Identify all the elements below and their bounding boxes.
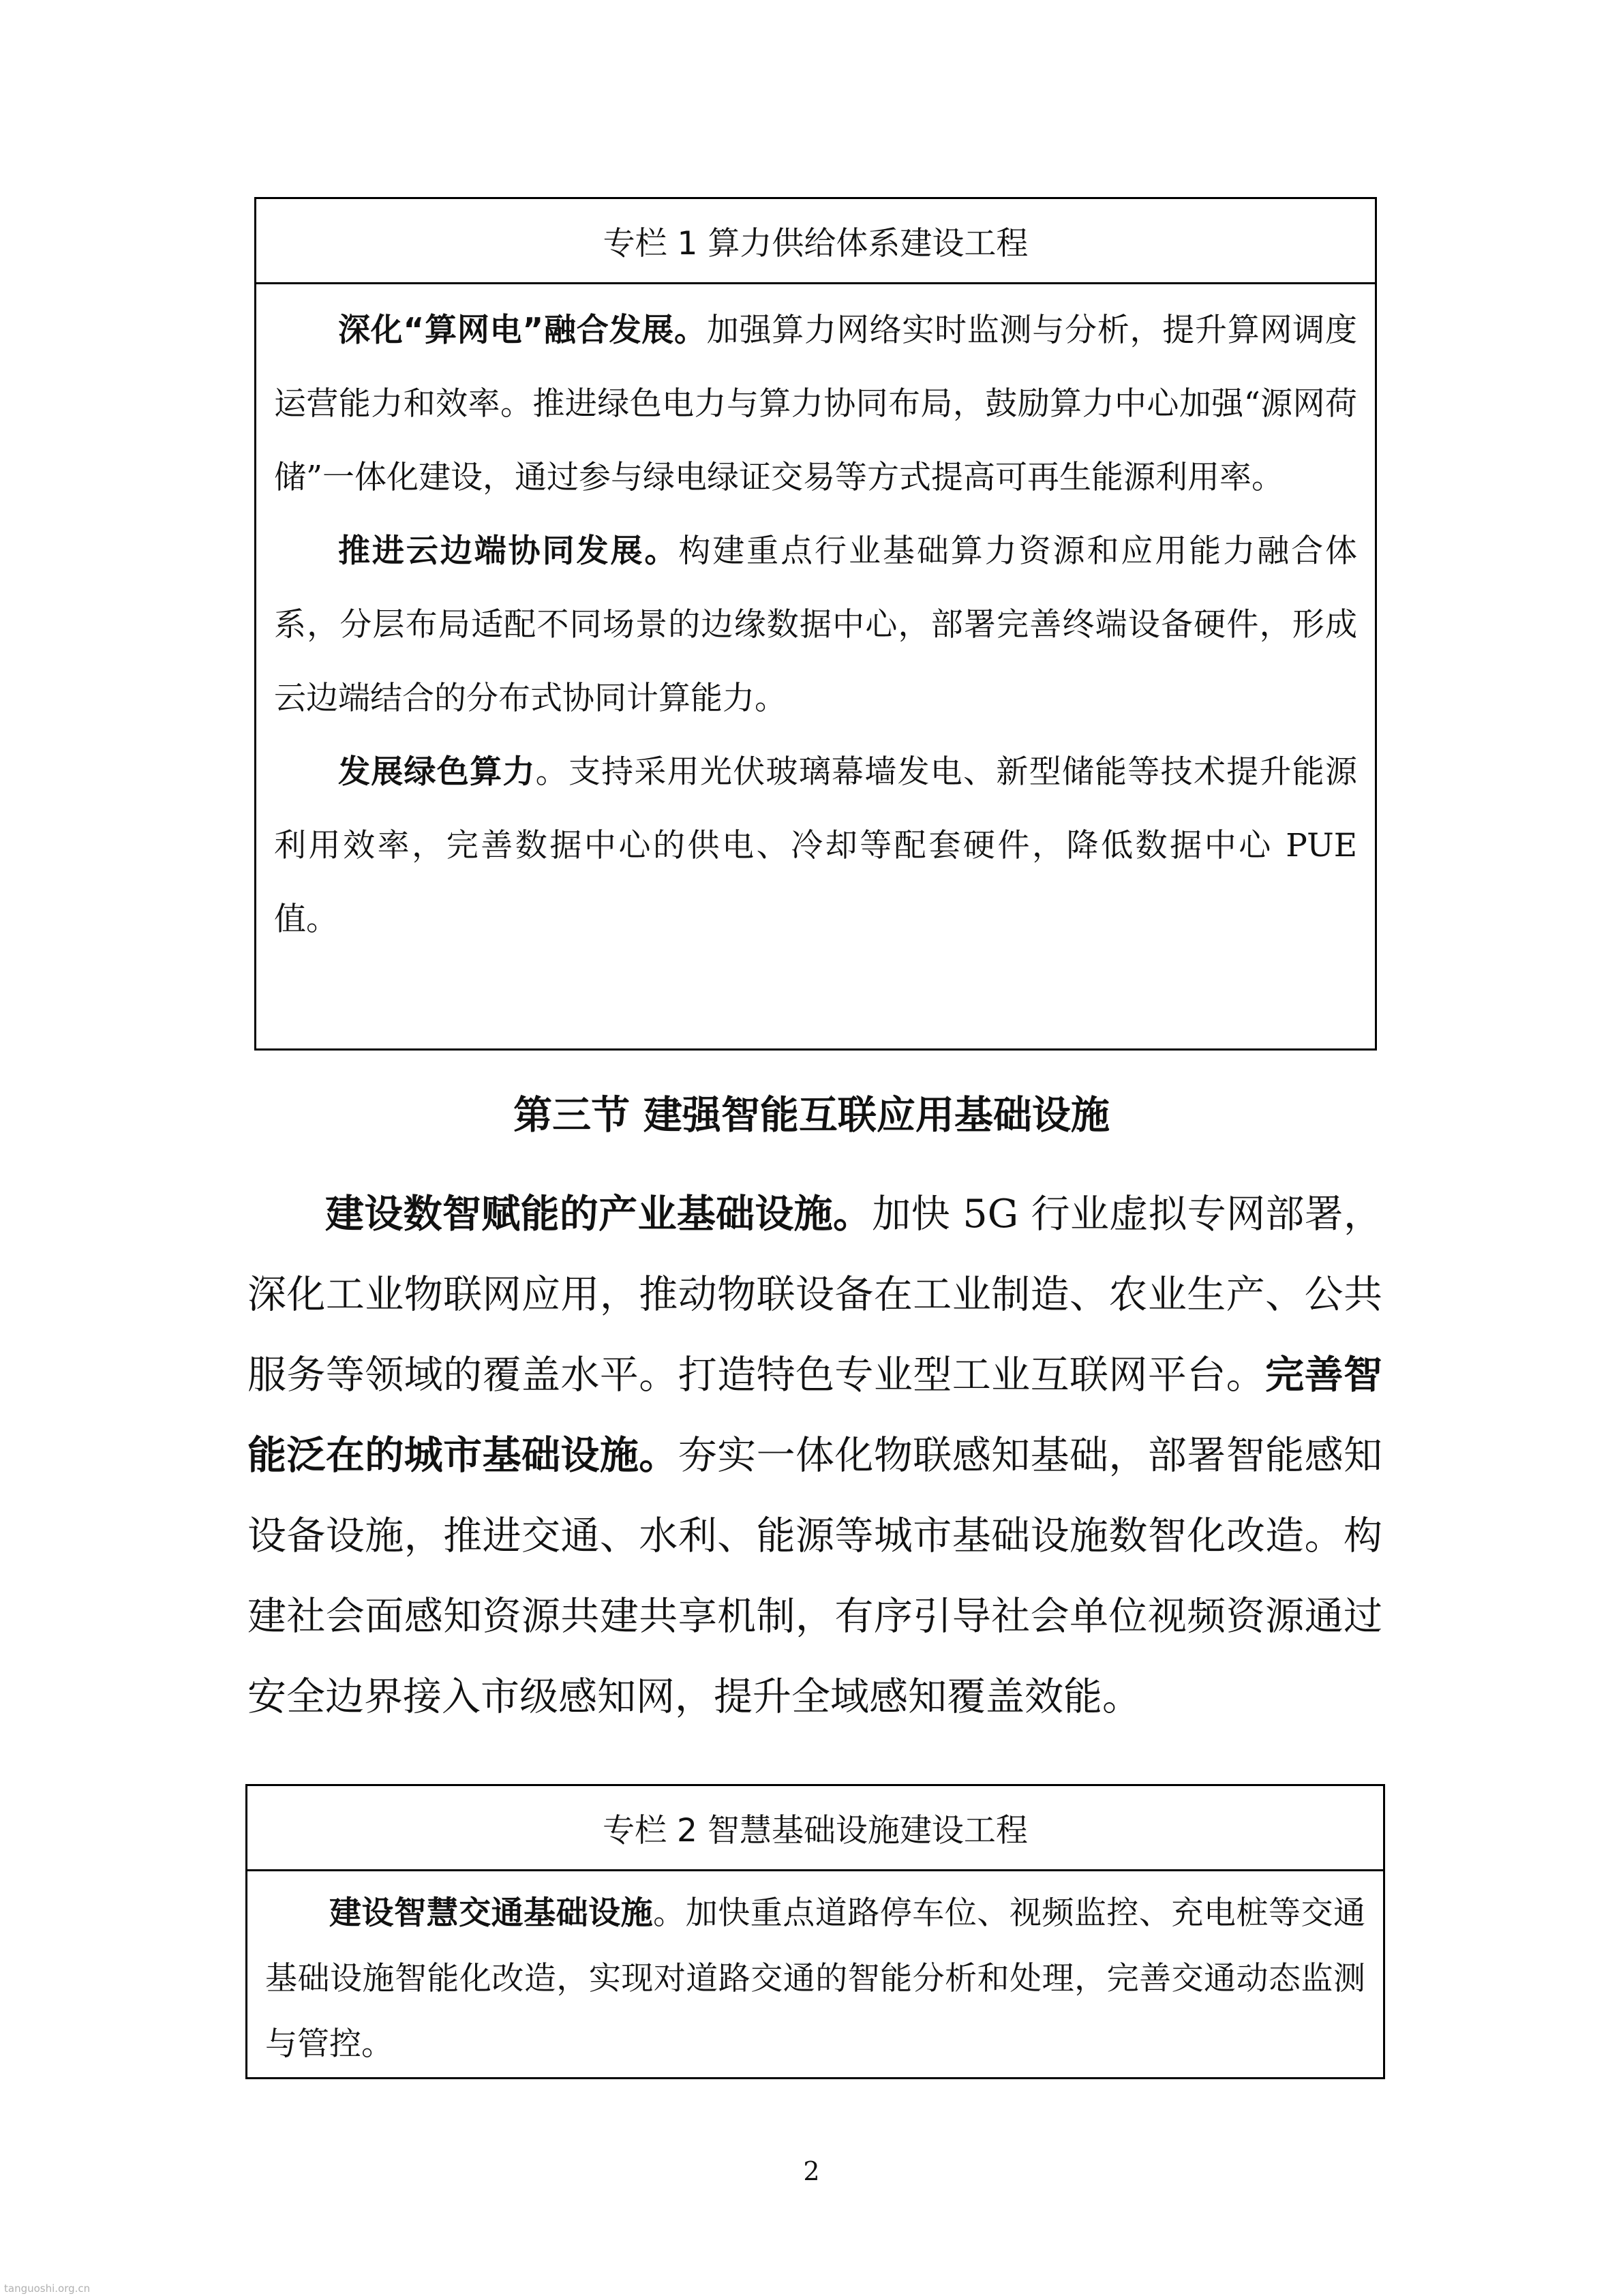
paragraph (274, 515, 1357, 736)
paragraph-text: 加强算力网络实时监测与分析，提升算网调度运营能力和效率。推进绿色电力与算力协同布局，鼓励算力中心加强“源网荷储”一体化建设，通过参与绿电绿证交易等方式提高可再生能源利用率。 (274, 312, 1358, 496)
paragraph (274, 294, 1357, 515)
paragraph (265, 1881, 1365, 2077)
section-title: 第三节 建强智能互联应用基础设施 (513, 1093, 1110, 1138)
paragraph-heading: 完善智能泛在的城市基础设施。 (247, 1353, 1382, 1478)
column-box-1-title: 专栏 1 算力供给体系建设工程 (256, 199, 1375, 284)
paragraph-text: 构建重点行业基础算力资源和应用能力融合体系，分层布局适配不同场景的边缘数据中心，部署完善终端设备硬件，形成云边端结合的分布式协同计算能力。 (274, 532, 1358, 717)
column-box-2-title: 专栏 2 智慧基础设施建设工程 (247, 1786, 1383, 1871)
paragraph-text: 。加快重点道路停车位、视频监控、充电桩等交通基础设施智能化改造，实现对道路交通的智能分析和处理，完善交通动态监测与管控。 (265, 1894, 1366, 2063)
column-box-2-body (247, 1871, 1383, 2077)
column-box-2 (245, 1784, 1385, 2079)
paragraph-text: 。支持采用光伏玻璃幕墙发电、新型储能等技术提升能源利用效率，完善数据中心的供电、冷却等配套硬件，降低数据中心 PUE 值。 (274, 753, 1358, 938)
paragraph-heading: 深化“算网电”融合发展。 (338, 312, 707, 349)
paragraph-text: 夯实一体化物联感知基础，部署智能感知设备设施，推进交通、水利、能源等城市基础设施数智化改造。构建社会面感知资源共建共享机制，有序引导社会单位视频资源通过安全边界接入市级感知网，提升全域感知覆盖效能。 (247, 1433, 1383, 1719)
paragraph-heading: 建设智慧交通基础设施 (329, 1894, 654, 1932)
paragraph-heading: 建设数智赋能的产业基础设施。 (325, 1192, 873, 1237)
paragraph-heading: 发展绿色算力 (338, 753, 536, 791)
paragraph (274, 736, 1357, 956)
watermark: tanguoshi.org.cn (4, 2282, 91, 2295)
paragraph-heading: 推进云边端协同发展。 (338, 532, 679, 570)
page-number: 2 (803, 2156, 820, 2186)
column-box-1 (254, 197, 1377, 1051)
paragraph-text: 加快 5G 行业虚拟专网部署，深化工业物联网应用，推动物联设备在工业制造、农业生产、公共服务等领域的覆盖水平。打造特色专业型工业互联网平台。 (247, 1192, 1382, 1398)
body-paragraph (247, 1174, 1382, 1737)
column-box-1-body (256, 284, 1375, 956)
